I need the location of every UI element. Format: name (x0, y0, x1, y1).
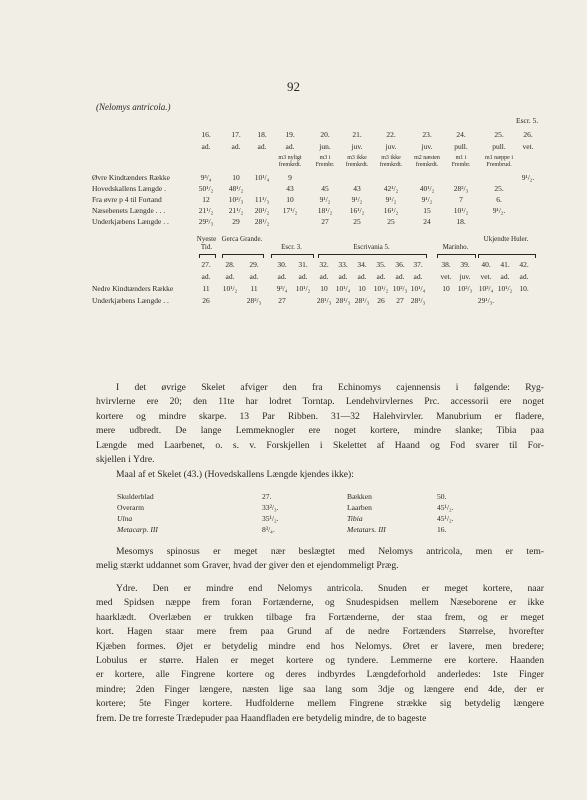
group-brace (222, 254, 264, 258)
group-label: Gerca Grande. (221, 235, 263, 243)
column-number: 38. (441, 260, 451, 269)
column-age: ad. (277, 272, 287, 281)
table-cell: 50¹/₂ (198, 184, 214, 193)
column-age: ad. (519, 272, 529, 281)
group-brace (478, 254, 536, 258)
column-number: 24. (456, 130, 466, 139)
column-age: jun. (319, 142, 331, 151)
table-cell: 27 (321, 217, 329, 226)
measure-value: 16. (437, 525, 447, 534)
text-line: mindre; 2den Finger længere, næsten lige saa lang som 3dje og længere end 4de, der er (96, 683, 544, 695)
text-line: Lobulus er større. Halen er meget kortere og tyndere. Lemmerne ere kortere. Haanden (96, 655, 544, 667)
column-age: ad. (298, 272, 308, 281)
group-brace (318, 254, 427, 258)
text-line: I det øvrige Skelet afviger den fra Echinomys cajennensis i følgende: Ryg- (116, 382, 544, 393)
column-age: juv. (459, 272, 471, 281)
column-number: 27. (201, 260, 211, 269)
text-line: frem. De tre forreste Trædepuder paa Haandfladen ere betydelig mindre, de to bageste (96, 712, 427, 724)
column-number: 30. (277, 260, 287, 269)
column-age: ad. (201, 272, 211, 281)
column-note: fremkrdt. (278, 162, 302, 168)
table-cell: 42¹/₂ (383, 184, 399, 193)
table-cell: 10²/₃ (392, 284, 408, 293)
column-number: 34. (357, 260, 367, 269)
group-label: Escr. 3. (281, 243, 302, 251)
table-cell: 10 (232, 173, 240, 182)
column-age: ad. (357, 272, 367, 281)
column-number: 42. (519, 260, 529, 269)
column-number: 23. (422, 130, 432, 139)
row-label: Fra øvre p 4 til Fortand (92, 195, 162, 204)
column-age: juv. (421, 142, 433, 151)
text-line: kort. Hagen staar mere frem paa Grund af de nedre Fortænders Størrelse, hvorefter (96, 626, 544, 638)
column-age: ad. (231, 142, 241, 151)
table-cell: 9³/₄ (276, 284, 288, 293)
paragraph-mesomys (96, 545, 544, 574)
table-cell: 10¹/₂ (453, 206, 469, 215)
table-cell: 9¹/₂ (421, 195, 433, 204)
table-cell: 6. (496, 195, 502, 204)
measure-value: 8³/₄. (262, 525, 275, 534)
measure-name: Metacarp. III (117, 525, 158, 534)
column-number: 41. (500, 260, 510, 269)
table-cell: 17¹/₂ (282, 206, 298, 215)
table-cell: 28²/₃ (246, 296, 262, 305)
text-line: med Spidsen næppe frem foran Fortænderne, og Snudespidsen mellem Næseborene er ikke (96, 597, 544, 609)
table-cell: 20¹/₂ (254, 206, 270, 215)
text-line: Ydre. Den er mindre end Nelomys antricola. Snuden er meget kortere, naar (116, 583, 544, 594)
column-note: Frembr. (315, 162, 335, 168)
column-age: vet. (440, 272, 452, 281)
column-note: Frembrud. (486, 162, 512, 168)
measure-value: 45¹/₂. (437, 514, 454, 523)
table-cell: 40¹/₂ (419, 184, 435, 193)
row-label: Underkjæbens Længde . . (92, 296, 169, 305)
table-cell: 28¹/₂ (254, 217, 270, 226)
table-cell: 9¹/₂ (319, 195, 331, 204)
column-note: m3 nyligt (278, 155, 302, 161)
column-number: 19. (285, 130, 295, 139)
group-brace (437, 254, 476, 258)
column-age: ad. (285, 142, 295, 151)
column-number: 33. (338, 260, 348, 269)
column-note: m3 i (319, 155, 331, 161)
column-number: 16. (201, 130, 211, 139)
section-label: (Nelomys antricola.) (96, 102, 171, 112)
table-cell: 9¹/₂ (351, 195, 363, 204)
column-note: m3 ikke (347, 155, 367, 161)
table-cell: 28¹/₃ (410, 296, 426, 305)
column-number: 29. (249, 260, 259, 269)
measure-name: Skulderblad (117, 492, 154, 501)
column-note: Frembr. (451, 162, 471, 168)
table-cell: 28¹/₃ (354, 296, 370, 305)
table-cell: 28¹/₃ (316, 296, 332, 305)
column-note: m2 næsten (414, 155, 440, 161)
table-cell: 10. (519, 284, 529, 293)
table-cell: 10³/₄ (478, 284, 494, 293)
table-cell: 10¹/₂ (222, 284, 238, 293)
table-cell: 10¹/₄ (254, 173, 270, 182)
measure-name: Bækken (347, 492, 372, 501)
column-number: 39. (460, 260, 470, 269)
table-cell: 18¹/₂ (317, 206, 333, 215)
column-age: ad. (257, 142, 267, 151)
group-brace (271, 254, 314, 258)
column-age: pull. (454, 142, 468, 151)
text-line: kortere; 5te Finger kortere. Hudfolderne mellem Fingrene strække sig betydelig længere (96, 698, 544, 710)
table-cell: 10 (286, 195, 294, 204)
table-cell: 25 (353, 217, 361, 226)
table-cell: 29²/₃ (198, 217, 214, 226)
row-label: Øvre Kindtænders Række (92, 173, 170, 182)
column-age: pull. (492, 142, 506, 151)
table-cell: 26 (377, 296, 385, 305)
column-age: vet. (522, 142, 534, 151)
column-age: ad. (413, 272, 423, 281)
table-cell: 16¹/₂ (349, 206, 365, 215)
column-number: 20. (320, 130, 330, 139)
column-age: ad. (395, 272, 405, 281)
table-cell: 10 (320, 284, 328, 293)
table-cell: 43 (286, 184, 294, 193)
group-label: Marinho. (442, 243, 469, 251)
text-line: hvirvlerne ere 20; den 11te har lodret Torntap. Lendehvirvlernes Prc. accessorii ere noget (96, 396, 544, 408)
text-line: skjellen i Ydre. (96, 454, 155, 466)
column-number: 31. (298, 260, 308, 269)
paragraph-ydre (96, 582, 544, 726)
table-cell: 10¹/₂ (373, 284, 389, 293)
column-number: 35. (376, 260, 386, 269)
group-label: Escrivania 5. (353, 243, 390, 251)
measure-value: 35¹/₂. (262, 514, 279, 523)
column-note: fremkrdt. (345, 162, 369, 168)
table-cell: 28¹/₃ (335, 296, 351, 305)
column-number: 21. (352, 130, 362, 139)
table-cell: 16¹/₂ (383, 206, 399, 215)
table-cell: 12 (202, 195, 210, 204)
row-label: Nedre Kindtænders Række (92, 284, 174, 293)
table-cell: 48¹/₂ (228, 184, 244, 193)
group-label: Nyeste Tid. (196, 235, 217, 251)
table-cell: 24 (423, 217, 431, 226)
column-age: juv. (385, 142, 397, 151)
column-age: ad. (249, 272, 259, 281)
table-cell: 7 (459, 195, 463, 204)
column-age: juv. (351, 142, 363, 151)
measure-value: 33²/₃. (262, 503, 279, 512)
text-line: Længde med Laarbenet, o. s. v. Forskjellen i Skelettet af Haand og Fod svarer til For- (96, 439, 544, 451)
group-brace (199, 254, 216, 258)
row-label: Underkjæbens Længde . . (92, 217, 169, 226)
row-label: Hovedskallens Længde . (92, 184, 166, 193)
column-note: m1 i (455, 155, 467, 161)
column-number: 18. (257, 130, 267, 139)
text-line: haarklædt. Overlæben er trukken tilbage fra Fortænderne, der staa frem, og er meget (96, 611, 544, 623)
column-age: ad. (376, 272, 386, 281)
measure-value: 50. (437, 492, 447, 501)
table-cell: 9¹/₂. (521, 173, 535, 182)
measure-value: 27. (262, 492, 272, 501)
column-number: 28. (225, 260, 235, 269)
table-cell: 25 (387, 217, 395, 226)
text-line: kortere og mindre skarpe. 13 Par Ribben. 31—32 Halehvirvler. Manubrium er fladere, (96, 410, 544, 422)
escr-label: Escr. 5. (516, 116, 539, 125)
column-note: fremkrdt. (415, 162, 439, 168)
measure-name: Laarben (347, 503, 372, 512)
paragraph-skeleton (96, 381, 544, 467)
column-number: 40. (481, 260, 491, 269)
column-age: ad. (319, 272, 329, 281)
column-number: 17. (231, 130, 241, 139)
table-cell: 10²/₃ (228, 195, 244, 204)
table-cell: 21¹/₂ (198, 206, 214, 215)
table-cell: 10²/₃ (457, 284, 473, 293)
table-cell: 15 (423, 206, 431, 215)
text-line: er kortere, alle Fingrene kortere og deres indbyrdes Længdeforhold anderledes: 1ste Finger (96, 669, 544, 681)
table-cell: 10¹/₄ (410, 284, 426, 293)
table-cell: 25. (494, 184, 504, 193)
column-number: 26. (523, 130, 533, 139)
group-label: Ukjendte Huler. (483, 235, 529, 243)
column-age: ad. (338, 272, 348, 281)
table-cell: 11¹/₃ (254, 195, 270, 204)
table-cell: 10 (442, 284, 450, 293)
measure-name: Metatars. III (347, 525, 386, 534)
table-cell: 10¹/₄ (335, 284, 351, 293)
table-cell: 21¹/₂ (228, 206, 244, 215)
measure-intro: Maal af et Skelet (43.) (Hovedskallens Længde kjendes ikke): (116, 469, 354, 480)
table-cell: 9 (288, 173, 292, 182)
table-cell: 10¹/₂ (295, 284, 311, 293)
table-cell: 11 (250, 284, 258, 293)
table-cell: 45 (321, 184, 329, 193)
column-age: ad. (225, 272, 235, 281)
row-label: Næsebenets Længde . . . (92, 206, 166, 215)
table-cell: 29 (232, 217, 240, 226)
text-line: Kjæben formes. Øjet er betydelig mindre end hos Nelomys. Øret er lavere, men bredere; (96, 640, 544, 652)
column-age: vet. (480, 272, 492, 281)
table-cell: 27 (278, 296, 286, 305)
table-cell: 10¹/₂ (497, 284, 513, 293)
table-cell: 9³/₄ (200, 173, 212, 182)
table-cell: 29¹/₃. (477, 296, 495, 305)
column-number: 22. (386, 130, 396, 139)
column-note: m1 næppe i (485, 155, 513, 161)
column-note: fremkrdt. (379, 162, 403, 168)
column-number: 32. (319, 260, 329, 269)
text-line: mere udbredt. De lange Lemmeknogler ere noget kortere, mindre slanke; Tibia paa (96, 425, 544, 437)
text-line: Mesomys spinosus er meget nær beslægtet med Nelomys antricola, men er tem- (116, 546, 544, 557)
column-number: 37. (413, 260, 423, 269)
table-cell: 18. (456, 217, 466, 226)
table-cell: 9¹/₂ (385, 195, 397, 204)
measure-value: 45¹/₂. (437, 503, 454, 512)
column-age: ad. (201, 142, 211, 151)
table-cell: 10 (358, 284, 366, 293)
text-line: melig stærkt uddannet som Graver, hvad der giver den et ejendommeligt Præg. (96, 560, 399, 572)
column-number: 36. (395, 260, 405, 269)
measure-name: Overarm (117, 503, 144, 512)
table-cell: 11 (202, 284, 210, 293)
table-cell: 26 (202, 296, 210, 305)
table-cell: 43 (353, 184, 361, 193)
measure-name: Ulna (117, 514, 133, 523)
page-number: 92 (287, 79, 300, 94)
table-cell: 28²/₃ (453, 184, 469, 193)
column-note: m3 ikke (381, 155, 401, 161)
column-number: 25. (494, 130, 504, 139)
table-cell: 27 (396, 296, 404, 305)
table-cell: 9¹/₂. (492, 206, 506, 215)
measure-name: Tibia (347, 514, 363, 523)
column-age: ad. (500, 272, 510, 281)
